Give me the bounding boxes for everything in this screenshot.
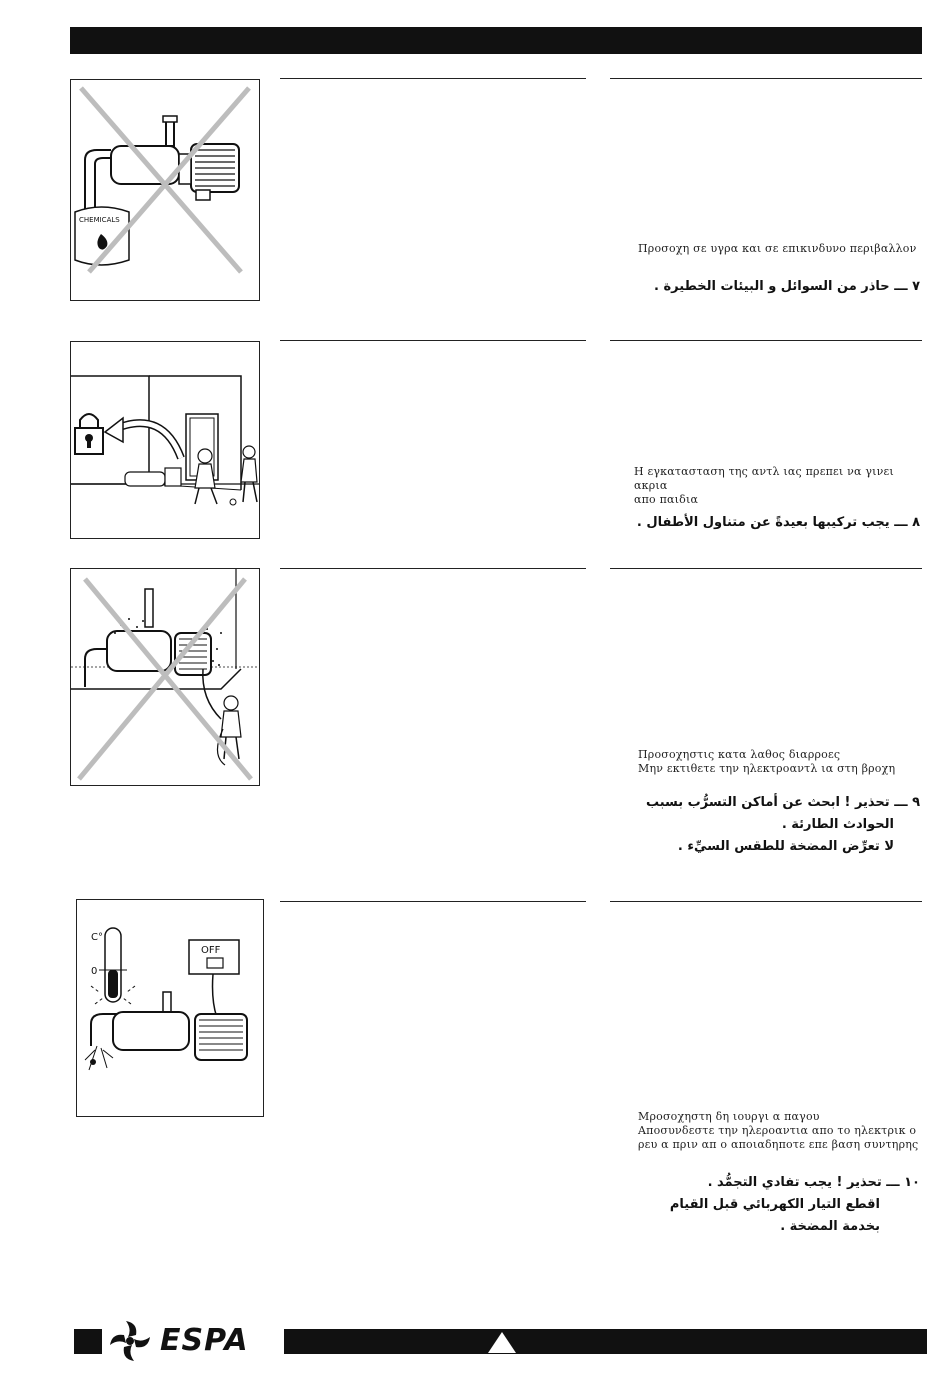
divider-10a bbox=[280, 901, 586, 902]
pump-chemicals-drawing bbox=[71, 80, 259, 300]
arabic-text-10 bbox=[620, 1172, 920, 1238]
arabic-line: ١٠ ـــ تحذير ! يجب تفادي التجمُّد . bbox=[707, 1175, 920, 1190]
arabic-line: ٨ ـــ يجب تركيبها بعيدةً عن متناول الأطفال . bbox=[636, 515, 920, 530]
arabic-line: ٩ ـــ تحذير ! ابحث عن أماكن التسرُّب بسبب bbox=[645, 795, 920, 810]
greek-text-9 bbox=[638, 748, 930, 776]
greek-line: απο παιδια bbox=[634, 493, 699, 506]
espa-wordmark: ESPA bbox=[160, 1323, 249, 1358]
illustration-chemicals bbox=[70, 79, 260, 301]
espa-logo bbox=[104, 1318, 274, 1364]
divider-10b bbox=[610, 901, 922, 902]
greek-line: Προσοχη σε υγρα και σε επικινδυνο περιβαλλον bbox=[638, 242, 917, 255]
room-lock-drawing bbox=[71, 342, 259, 538]
divider-7a bbox=[280, 78, 586, 79]
arabic-text-7 bbox=[620, 276, 920, 298]
divider-9a bbox=[280, 568, 586, 569]
header-bar bbox=[70, 27, 922, 54]
divider-8b bbox=[610, 340, 922, 341]
greek-line: Η εγκατασταση της αντλ ιας πρεπει να γινει ακρια bbox=[634, 465, 894, 492]
leak-rain-drawing bbox=[71, 569, 259, 785]
divider-9b bbox=[610, 568, 922, 569]
greek-text-10 bbox=[638, 1110, 932, 1152]
arabic-line: بخدمة المضخة . bbox=[780, 1219, 880, 1234]
off-label: OFF bbox=[201, 945, 221, 956]
arabic-line: اقطع التيار الكهربائي قبل القيام bbox=[669, 1197, 880, 1212]
arabic-line: ٧ ـــ حاذر من السوائل و البيئات الخطيرة . bbox=[654, 279, 920, 294]
greek-line: Αποσυνδεστε την ηλεροαντια απο το ηλεκτρικ ο bbox=[638, 1124, 917, 1137]
arabic-text-8 bbox=[620, 512, 920, 534]
divider-8a bbox=[280, 340, 586, 341]
footer-bar-right bbox=[284, 1329, 927, 1354]
greek-text-7 bbox=[638, 242, 928, 256]
divider-7b bbox=[610, 78, 922, 79]
illustration-children bbox=[70, 341, 260, 539]
arabic-text-9 bbox=[620, 792, 920, 858]
illustration-freezing bbox=[76, 899, 264, 1117]
arabic-line: لا تعرِّض المضخة للطقس السيِّء . bbox=[677, 839, 894, 854]
greek-line: Μροσοχηστη δη ιουργι α παγου bbox=[638, 1110, 820, 1123]
drum-label: CHEMICALS bbox=[79, 216, 120, 224]
freezing-switch-drawing bbox=[77, 900, 263, 1116]
greek-line: ρευ α πριν απ ο αποιαδηποτε επε βαση συντηρης bbox=[638, 1138, 919, 1151]
greek-text-8 bbox=[634, 465, 930, 507]
greek-line: Προσοχηστις κατα λαθος διαρροες bbox=[638, 748, 841, 761]
footer-bar-left bbox=[74, 1329, 102, 1354]
arabic-line: الحوادث الطارئة . bbox=[781, 817, 894, 832]
thermometer-unit: C° bbox=[91, 932, 103, 943]
greek-line: Μην εκτιθετε την ηλεκτροαντλ ια στη βροχη bbox=[638, 762, 896, 775]
thermometer-zero: 0 bbox=[91, 966, 98, 977]
illustration-leak-rain bbox=[70, 568, 260, 786]
warning-triangle-icon bbox=[482, 1329, 522, 1354]
